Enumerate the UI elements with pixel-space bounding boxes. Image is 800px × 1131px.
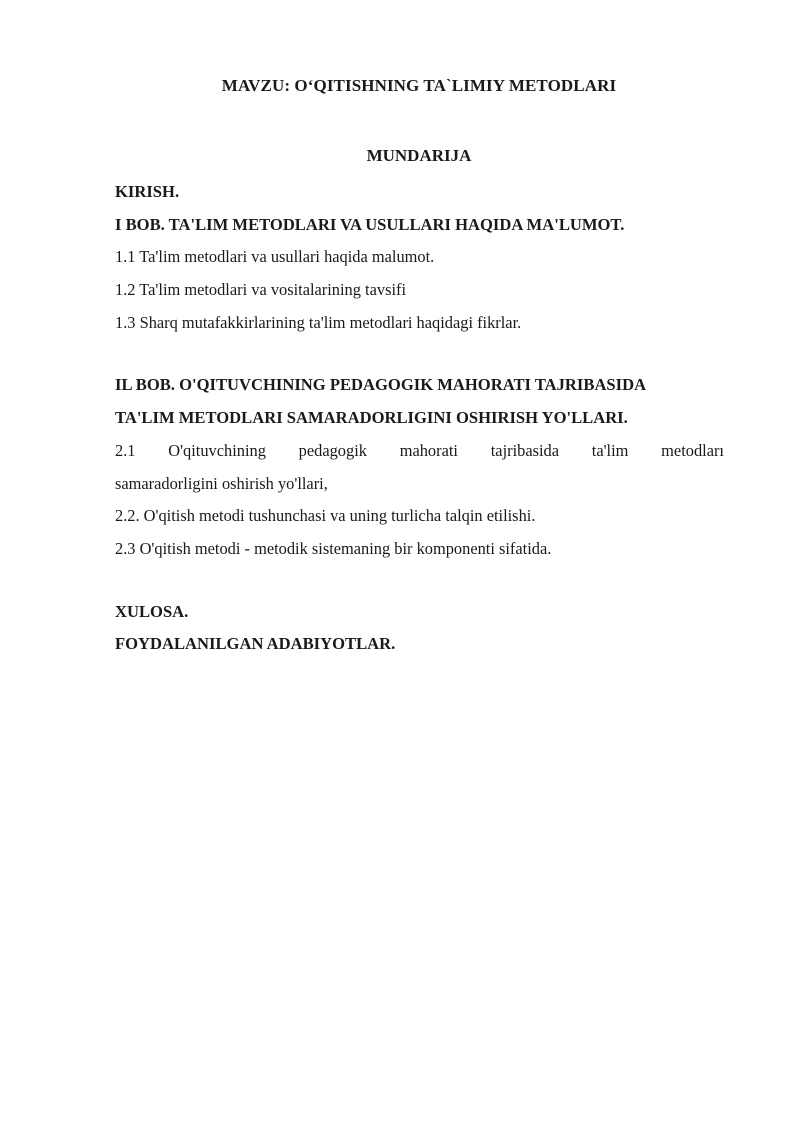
toc-references: FOYDALANILGAN ADABIYOTLAR. xyxy=(115,634,396,654)
document-title: MAVZU: O‘QITISHNING TA`LIMIY METODLARI xyxy=(221,76,617,95)
toc-item: 2.3 O'qitish metodi - metodik sistemaning bir komponenti sifatida. xyxy=(115,538,552,558)
toc-chapter2-heading-line1: IL BOB. O'QITUVCHINING PEDAGOGIK MAHORATI TAJRIBASIDA xyxy=(115,375,647,395)
toc-item-2-1 xyxy=(115,435,724,500)
toc-item-2-1-line1: 2.1 O'qituvchining pedagogik mahorati tajribasida ta'lim metodları xyxy=(115,440,724,460)
section-gap xyxy=(115,339,724,369)
toc-item: 2.2. O'qitish metodi tushunchasi va uning turlicha talqin etilishi. xyxy=(115,506,536,526)
toc-chapter2-heading-line2: TA'LIM METODLARI SAMARADORLIGINI OSHIRISH YO'LLARI. xyxy=(115,408,628,428)
toc-item: 1.3 Sharq mutafakkirlarining ta'lim metodlari haqidagi fikrlar. xyxy=(115,312,522,332)
section-gap xyxy=(115,566,724,596)
toc-chapter1-heading: I BOB. TA'LIM METODLARI VA USULLARI HAQIDA MA'LUMOT. xyxy=(115,214,625,234)
toc-introduction: KIRISH. xyxy=(115,182,180,201)
table-of-contents xyxy=(115,176,724,661)
toc-item: 1.2 Ta'lim metodlari va vositalarining tavsifi xyxy=(115,280,407,300)
toc-item-2-1-line2: samaradorligini oshirish yo'llari, xyxy=(115,473,328,493)
contents-heading: MUNDARIJA xyxy=(366,146,472,165)
toc-item: 1.1 Ta'lim metodlari va usullari haqida malumot. xyxy=(115,247,435,267)
toc-conclusion: XULOSA. xyxy=(115,601,189,621)
